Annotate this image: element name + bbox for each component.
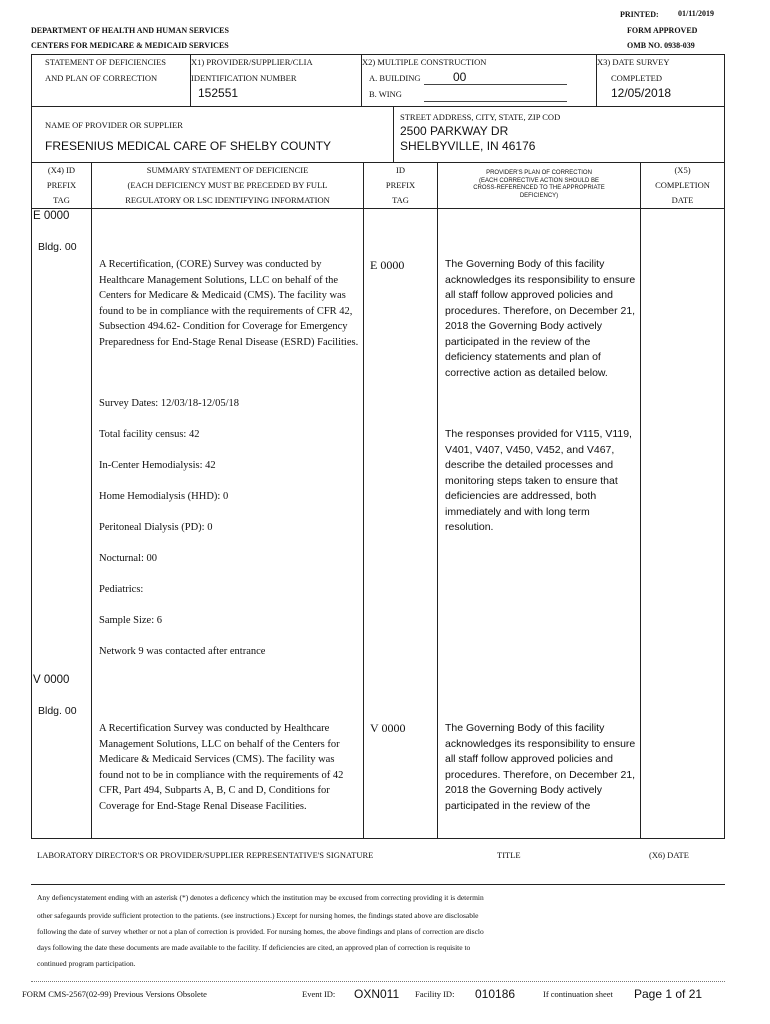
footnote-line: Any defiencystatement ending with an asterisk (*) denotes a deficency which the institution may be excused from correcting providing it is determin	[37, 893, 484, 902]
plan-paragraph: The Governing Body of this facility acknowledges its responsibility to ensure all staff follow approved policies and procedures. Therefore, on December 21, 2018 the Governing Body actively participated in the review of the deficiency statements and plan of corrective action as detailed below.	[445, 258, 636, 379]
address-line-1: 2500 PARKWAY DR	[400, 124, 509, 138]
provider-id-value: 152551	[198, 86, 239, 100]
building-underline	[424, 84, 567, 85]
summary-item: Nocturnal: 00	[99, 553, 158, 564]
x3-label-2: COMPLETED	[611, 73, 662, 83]
survey-date-value: 12/05/2018	[611, 86, 672, 100]
printed-date: 01/11/2019	[678, 9, 715, 18]
footnote-line: other safegaurds provide sufficient protection to the patients. (see instructions.) Except for nursing homes, the findings stated above are disclosable	[37, 911, 479, 920]
facility-id-value: 010186	[475, 987, 516, 1001]
form-approved: FORM APPROVED	[627, 26, 698, 35]
building-value: 00	[453, 70, 467, 84]
x2-label: X2) MULTIPLE CONSTRUCTION	[362, 57, 487, 67]
printed-label: PRINTED:	[620, 10, 659, 19]
footnote-line: continued program participation.	[37, 959, 136, 968]
entry-tag: V 0000	[33, 674, 70, 686]
continuation-label: If continuation sheet	[543, 989, 613, 999]
agency-line-1: DEPARTMENT OF HEALTH AND HUMAN SERVICES	[31, 26, 229, 35]
summary-paragraph: A Recertification, (CORE) Survey was conducted by Healthcare Management Solutions, LLC on behalf of the Centers for Medicare & Medicaid (CMS). The facility was found to be in compliance with the requirements of CFR 42, Subsection 494.62- Condition for Coverage for Emergency Preparedness for End-Stage Renal Disease (ESRD) Facilities.	[99, 259, 359, 348]
form-number: FORM CMS-2567(02-99) Previous Versions Obsolete	[22, 989, 207, 999]
summary-header: SUMMARY STATEMENT OF DEFICIENCIE (EACH DEFICIENCY MUST BE PRECEDED BY FULL REGULATORY OR LSC IDENTIFYING INFORMATION	[125, 165, 330, 205]
x3-label-1: X3) DATE SURVEY	[597, 57, 670, 67]
summary-item: Network 9 was contacted after entrance	[99, 646, 266, 657]
address-line-2: SHELBYVILLE, IN 46176	[400, 139, 536, 153]
x4-header: (X4) ID PREFIX TAG	[46, 165, 77, 205]
event-id-label: Event ID:	[302, 989, 336, 999]
id-header: ID PREFIX TAG	[385, 165, 416, 205]
facility-id-label: Facility ID:	[415, 989, 455, 999]
entry-id-tag: E 0000	[370, 258, 405, 272]
provider-name-value: FRESENIUS MEDICAL CARE OF SHELBY COUNTY	[45, 139, 332, 153]
entry-building: Bldg. 00	[38, 241, 77, 253]
entry-id-tag: V 0000	[370, 721, 406, 735]
summary-item: Sample Size: 6	[99, 615, 162, 626]
wing-label: B. WING	[369, 89, 402, 99]
title-label: TITLE	[497, 850, 521, 860]
signature-label: LABORATORY DIRECTOR'S OR PROVIDER/SUPPLIER REPRESENTATIVE'S SIGNATURE	[37, 850, 374, 860]
wing-underline	[424, 101, 567, 102]
entry-building: Bldg. 00	[38, 705, 77, 717]
summary-item: Home Hemodialysis (HHD): 0	[99, 491, 229, 502]
x1-label-1: X1) PROVIDER/SUPPLIER/CLIA	[191, 57, 313, 67]
plan-header: PROVIDER'S PLAN OF CORRECTION (EACH CORRECTIVE ACTION SHOULD BE CROSS-REFERENCED TO THE APPROPRIATE DEFICIENCY)	[473, 170, 605, 199]
provider-name-label: NAME OF PROVIDER OR SUPPLIER	[45, 120, 183, 130]
footnote-line: days following the date these documents are made available to the facility. If deficiencies are cited, an approved plan of correction is requisite to	[37, 943, 471, 952]
agency-line-2: CENTERS FOR MEDICARE & MEDICAID SERVICES	[31, 41, 229, 50]
page-number: Page 1 of 21	[634, 987, 703, 1001]
footnote-line: following the date of survey whether or not a plan of correction is provided. For nursing homes, the above findings and plans of correction are disclo	[37, 927, 484, 936]
entry-tag: E 0000	[33, 210, 70, 222]
omb-number: OMB NO. 0938-039	[627, 41, 695, 50]
event-id-value: OXN011	[354, 987, 400, 1001]
summary-item: Pediatrics:	[99, 584, 144, 595]
building-label: A. BUILDING	[369, 73, 421, 83]
summary-item: Survey Dates: 12/03/18-12/05/18	[99, 398, 239, 409]
summary-paragraph: A Recertification Survey was conducted by Healthcare Management Solutions, LLC on behalf of the Centers for Medicare & Medicaid Services (CMS). The facility was found not to be in compliance with the requirements of 42 CFR, Part 494, Subparts A, B, C and D, Conditions for Coverage for End-Stage Renal Disease Facilities.	[99, 723, 344, 812]
summary-item: In-Center Hemodialysis: 42	[99, 460, 216, 471]
date-label: (X6) DATE	[649, 850, 689, 860]
plan-paragraph: The Governing Body of this facility acknowledges its responsibility to ensure all staff follow approved policies and procedures. Therefore, on December 21, 2018 the Governing Body actively participated in the review of the	[445, 722, 636, 812]
summary-item: Peritoneal Dialysis (PD): 0	[99, 522, 213, 533]
address-label: STREET ADDRESS, CITY, STATE, ZIP COD	[400, 112, 561, 122]
plan-paragraph: The responses provided for V115, V119, V401, V407, V450, V452, and V467, describe the detailed processes and monitoring steps taken to ensure that deficiencies are addressed, both immediately and with long term resolution.	[445, 428, 632, 533]
x5-header: (X5) COMPLETION DATE	[655, 165, 710, 205]
statement-label-2: AND PLAN OF CORRECTION	[45, 73, 158, 83]
summary-item: Total facility census: 42	[99, 429, 200, 440]
statement-label-1: STATEMENT OF DEFICIENCIES	[45, 57, 167, 67]
x1-label-2: IDENTIFICATION NUMBER	[191, 73, 297, 83]
